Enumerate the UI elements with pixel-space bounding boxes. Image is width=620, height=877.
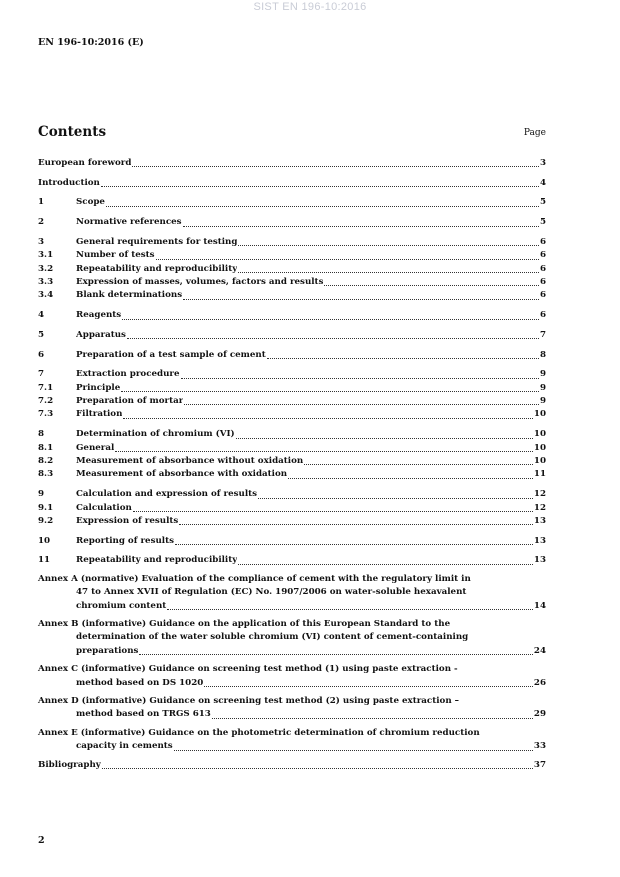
toc-entry-title: Reporting of results — [76, 535, 174, 546]
toc-entry-title: Introduction — [38, 177, 100, 188]
leader-dots — [236, 438, 533, 439]
toc-entry-annex-c[interactable] — [38, 663, 546, 690]
toc-entry-number: 11 — [38, 555, 51, 566]
leader-dots — [101, 186, 539, 187]
toc-entry-number: 9.1 — [38, 502, 54, 513]
toc-entry-annex-d[interactable] — [38, 695, 546, 722]
toc-entry-10[interactable] — [38, 535, 546, 548]
leader-dots — [175, 544, 533, 545]
annex-title-line: method based on TRGS 613 — [76, 709, 211, 720]
toc-entry-title: Determination of chromium (VI) — [76, 429, 235, 440]
annex-title-line: preparations — [76, 645, 139, 656]
leader-dots — [324, 285, 538, 286]
toc-entry-2[interactable] — [38, 216, 546, 229]
toc-entry-number: 4 — [38, 310, 45, 321]
leader-dots — [238, 272, 539, 273]
toc-entry-8-2[interactable] — [38, 455, 546, 468]
toc-entry-page: 26 — [533, 677, 546, 688]
page-number: 2 — [38, 835, 45, 846]
annex-title-line: chromium content — [76, 600, 167, 611]
toc-entry-4[interactable] — [38, 309, 546, 322]
annex-title-line: capacity in cements — [76, 741, 173, 752]
toc-entry-page: 9 — [539, 396, 546, 407]
toc-entry-page: 12 — [533, 502, 546, 513]
toc-entry-title: Extraction procedure — [76, 369, 180, 380]
leader-dots — [181, 378, 539, 379]
toc-entry-number: 6 — [38, 349, 45, 360]
toc-entry-page: 10 — [533, 455, 546, 466]
leader-dots — [183, 299, 539, 300]
toc-entry-number: 9 — [38, 489, 45, 500]
toc-entry-title: Measurement of absorbance with oxidation — [76, 469, 288, 480]
toc-entry-title: Preparation of mortar — [76, 396, 184, 407]
toc-entry-title: Repeatability and reproducibility — [76, 263, 238, 274]
leader-dots — [183, 226, 539, 227]
toc-entry-number: 2 — [38, 217, 45, 228]
leader-dots — [204, 686, 533, 687]
toc-entry-title: Blank determinations — [76, 290, 183, 301]
toc-entry-7-1[interactable] — [38, 382, 546, 395]
toc-entry-page: 11 — [533, 469, 546, 480]
toc-entry-page: 6 — [539, 290, 546, 301]
toc-entry-number: 7 — [38, 369, 45, 380]
toc-entry-number: 3.2 — [38, 263, 54, 274]
toc-entry-number: 7.2 — [38, 396, 54, 407]
leader-dots — [156, 259, 539, 260]
annex-title-line: Annex C (informative) Guidance on screening test method (1) using paste extraction - — [38, 664, 458, 675]
leader-dots — [212, 718, 533, 719]
toc-entry-annex-a[interactable] — [38, 573, 546, 613]
leader-dots — [174, 750, 533, 751]
leader-dots — [106, 206, 539, 207]
toc-entry-page: 10 — [533, 429, 546, 440]
toc-entry-page: 6 — [539, 236, 546, 247]
toc-entry-page: 13 — [533, 555, 546, 566]
leader-dots — [167, 609, 533, 610]
toc-entry-number: 1 — [38, 197, 45, 208]
toc-entry-title: Repeatability and reproducibility — [76, 555, 238, 566]
toc-entry-1[interactable] — [38, 196, 546, 209]
toc-entry-number: 3 — [38, 236, 45, 247]
toc-entry-title: European foreword — [38, 158, 132, 168]
toc-entry-title: Bibliography — [38, 759, 101, 770]
leader-dots — [184, 404, 539, 405]
toc-entry-page: 13 — [533, 515, 546, 526]
toc-entry-page: 13 — [533, 535, 546, 546]
toc-entry-number: 3.3 — [38, 277, 54, 288]
toc-entry-foreword[interactable] — [38, 157, 546, 170]
toc-entry-page: 5 — [539, 197, 546, 208]
toc-entry-page: 9 — [539, 382, 546, 393]
watermark: SIST EN 196-10:2016 — [253, 1, 367, 13]
leader-dots — [127, 338, 539, 339]
toc-entry-title: Reagents — [76, 310, 122, 321]
toc-entry-number: 8.2 — [38, 455, 54, 466]
toc-entry-number: 7.3 — [38, 409, 54, 420]
contents-heading: Contents — [38, 124, 107, 140]
toc-entry-6[interactable] — [38, 349, 546, 362]
toc-entry-page: 7 — [539, 329, 546, 340]
toc-entry-page: 37 — [533, 759, 546, 770]
toc-entry-introduction[interactable] — [38, 177, 546, 190]
leader-dots — [121, 391, 539, 392]
annex-title-line: Annex D (informative) Guidance on screening test method (2) using paste extraction – — [38, 695, 460, 706]
toc-entry-title: Normative references — [76, 217, 182, 228]
toc-entry-number: 3.4 — [38, 290, 54, 301]
toc-entry-7-3[interactable] — [38, 408, 546, 421]
annex-title-line: 47 to Annex XVII of Regulation (EC) No. 1907/2006 on water-soluble hexavalent — [76, 587, 467, 598]
toc-entry-page: 5 — [539, 217, 546, 228]
toc-entry-3-4[interactable] — [38, 289, 546, 302]
toc-entry-title: General requirements for testing — [76, 236, 238, 247]
toc-entry-title: Filtration — [76, 409, 123, 420]
toc-entry-page: 10 — [533, 409, 546, 420]
toc-entry-title: Calculation — [76, 502, 132, 513]
leader-dots — [258, 498, 533, 499]
toc-entry-page: 6 — [539, 250, 546, 261]
toc-entry-page: 6 — [539, 277, 546, 288]
toc-entry-8-1[interactable] — [38, 442, 546, 455]
toc-entry-page: 4 — [539, 177, 546, 188]
toc-entry-3-3[interactable] — [38, 276, 546, 289]
toc-entry-number: 7.1 — [38, 382, 54, 393]
toc-entry-title: Scope — [76, 197, 105, 208]
toc-entry-9[interactable] — [38, 488, 546, 501]
leader-dots — [238, 245, 539, 246]
document-id: EN 196-10:2016 (E) — [38, 37, 144, 48]
toc-entry-page: 6 — [539, 310, 546, 321]
toc-entry-number: 5 — [38, 329, 45, 340]
leader-dots — [123, 418, 532, 419]
toc-entry-page: 29 — [533, 709, 546, 720]
toc-entry-3-2[interactable] — [38, 263, 546, 276]
leader-dots — [115, 451, 533, 452]
toc-entry-annex-b[interactable] — [38, 618, 546, 658]
toc-entry-3[interactable] — [38, 236, 546, 249]
leader-dots — [267, 358, 539, 359]
toc-entry-title: Number of tests — [76, 250, 155, 261]
toc-entry-number: 8 — [38, 429, 45, 440]
leader-dots — [132, 166, 539, 167]
toc-entry-title: General — [76, 442, 115, 453]
toc-entry-8[interactable] — [38, 428, 546, 441]
toc-entry-page: 24 — [533, 645, 546, 656]
toc-entry-page: 9 — [539, 369, 546, 380]
toc-entry-title: Measurement of absorbance without oxidation — [76, 455, 304, 466]
leader-dots — [288, 478, 533, 479]
toc-entry-number: 8.3 — [38, 469, 54, 480]
leader-dots — [304, 464, 533, 465]
toc-entry-page: 6 — [539, 263, 546, 274]
leader-dots — [179, 524, 533, 525]
annex-title-line: method based on DS 1020 — [76, 677, 204, 688]
toc-entry-title: Calculation and expression of results — [76, 489, 258, 500]
toc-entry-number: 8.1 — [38, 442, 54, 453]
toc-entry-number: 9.2 — [38, 515, 54, 526]
annex-title-line: Annex A (normative) Evaluation of the compliance of cement with the regulatory limit in — [38, 573, 471, 584]
toc-entry-page: 12 — [533, 489, 546, 500]
toc-entry-5[interactable] — [38, 329, 546, 342]
leader-dots — [139, 654, 533, 655]
table-of-contents — [38, 157, 546, 772]
toc-entry-11[interactable] — [38, 554, 546, 567]
toc-entry-bibliography[interactable] — [38, 759, 546, 772]
toc-entry-9-2[interactable] — [38, 515, 546, 528]
toc-entry-page: 8 — [539, 349, 546, 360]
toc-entry-page: 3 — [539, 158, 546, 168]
leader-dots — [102, 768, 533, 769]
toc-entry-title: Apparatus — [76, 329, 126, 340]
annex-title-line: Annex E (informative) Guidance on the photometric determination of chromium reduction — [38, 727, 480, 738]
toc-entry-annex-e[interactable] — [38, 727, 546, 754]
leader-dots — [133, 511, 533, 512]
toc-entry-number: 3.1 — [38, 250, 54, 261]
toc-entry-page: 14 — [533, 600, 546, 611]
toc-entry-title: Expression of masses, volumes, factors and results — [76, 277, 324, 288]
toc-entry-page: 33 — [533, 741, 546, 752]
toc-entry-title: Principle — [76, 382, 121, 393]
toc-entry-page: 10 — [533, 442, 546, 453]
toc-entry-title: Preparation of a test sample of cement — [76, 349, 266, 360]
toc-entry-title: Expression of results — [76, 515, 179, 526]
leader-dots — [238, 564, 533, 565]
toc-entry-7[interactable] — [38, 368, 546, 381]
annex-title-line: Annex B (informative) Guidance on the application of this European Standard to the — [38, 618, 451, 629]
toc-entry-3-1[interactable] — [38, 249, 546, 262]
leader-dots — [122, 319, 539, 320]
toc-entry-7-2[interactable] — [38, 395, 546, 408]
toc-entry-number: 10 — [38, 535, 51, 546]
toc-entry-9-1[interactable] — [38, 502, 546, 515]
page-column-label: Page — [523, 128, 546, 138]
annex-title-line: determination of the water soluble chromium (VI) content of cement-containing — [76, 632, 469, 643]
toc-entry-8-3[interactable] — [38, 468, 546, 481]
